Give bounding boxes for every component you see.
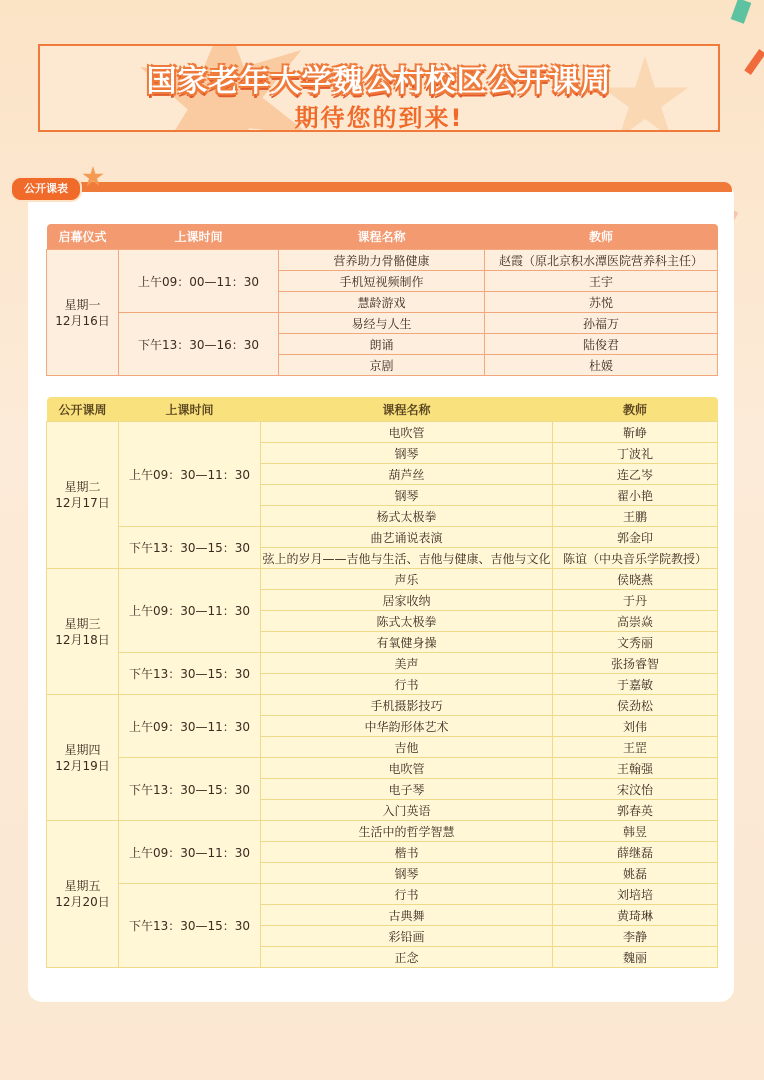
course-cell: 钢琴 — [261, 443, 553, 464]
table-row — [47, 422, 718, 443]
teacher-cell: 杜媛 — [485, 355, 718, 376]
course-cell: 吉他 — [261, 737, 553, 758]
course-cell: 手机摄影技巧 — [261, 695, 553, 716]
teacher-cell: 于嘉敏 — [553, 674, 718, 695]
course-cell: 行书 — [261, 674, 553, 695]
teacher-cell: 孙福万 — [485, 313, 718, 334]
table-row — [47, 569, 718, 590]
teacher-cell: 薛继磊 — [553, 842, 718, 863]
time-cell: 下午13：30—16：30 — [119, 313, 279, 376]
course-cell: 有氧健身操 — [261, 632, 553, 653]
day-cell — [47, 569, 119, 695]
course-cell: 入门英语 — [261, 800, 553, 821]
date-label: 12月20日 — [55, 895, 110, 909]
course-cell: 易经与人生 — [279, 313, 485, 334]
day-cell — [47, 422, 119, 569]
column-header: 上课时间 — [119, 397, 261, 422]
day-label: 星期四 — [64, 742, 101, 757]
course-cell: 美声 — [261, 653, 553, 674]
course-cell: 慧龄游戏 — [279, 292, 485, 313]
header-banner — [38, 44, 720, 132]
time-cell: 下午13：30—15：30 — [119, 653, 261, 695]
course-cell: 京剧 — [279, 355, 485, 376]
table-row — [47, 527, 718, 548]
confetti-decoration — [731, 0, 752, 24]
column-header: 课程名称 — [261, 397, 553, 422]
day-label: 星期二 — [64, 480, 101, 494]
teacher-cell: 陈谊（中央音乐学院教授） — [553, 548, 718, 569]
page-title: 国家老年大学魏公村校区公开课周 — [146, 64, 612, 99]
table-row — [47, 250, 718, 271]
day-cell — [47, 821, 119, 968]
table-row — [47, 653, 718, 674]
course-cell: 古典舞 — [261, 905, 553, 926]
teacher-cell: 侯劲松 — [553, 695, 718, 716]
course-cell: 正念 — [261, 947, 553, 968]
table-header-row — [47, 397, 718, 422]
table-row — [47, 884, 718, 905]
column-header: 教师 — [553, 397, 718, 422]
teacher-cell: 翟小艳 — [553, 485, 718, 506]
course-cell: 生活中的哲学智慧 — [261, 821, 553, 842]
teacher-cell: 李静 — [553, 926, 718, 947]
course-cell: 陈式太极拳 — [261, 611, 553, 632]
column-header: 课程名称 — [279, 224, 485, 250]
teacher-cell: 陆俊君 — [485, 334, 718, 355]
teacher-cell: 王翰强 — [553, 758, 718, 779]
teacher-cell: 文秀丽 — [553, 632, 718, 653]
teacher-cell: 王鹏 — [553, 506, 718, 527]
time-cell: 下午13：30—15：30 — [119, 884, 261, 968]
day-cell — [47, 250, 119, 376]
teacher-cell: 靳峥 — [553, 422, 718, 443]
teacher-cell: 刘伟 — [553, 716, 718, 737]
teacher-cell: 刘培培 — [553, 884, 718, 905]
teacher-cell: 丁波礼 — [553, 443, 718, 464]
teacher-cell: 赵霞（原北京积水潭医院营养科主任） — [485, 250, 718, 271]
teacher-cell: 王宇 — [485, 271, 718, 292]
course-cell: 行书 — [261, 884, 553, 905]
day-label: 星期一 — [64, 297, 101, 312]
time-cell: 上午09：30—11：30 — [119, 821, 261, 884]
course-cell: 曲艺诵说表演 — [261, 527, 553, 548]
course-cell: 手机短视频制作 — [279, 271, 485, 292]
column-header: 教师 — [485, 224, 718, 250]
teacher-cell: 连乙岑 — [553, 464, 718, 485]
course-cell: 葫芦丝 — [261, 464, 553, 485]
teacher-cell: 宋汶怡 — [553, 779, 718, 800]
column-header: 启幕仪式 — [47, 224, 119, 250]
teacher-cell: 魏丽 — [553, 947, 718, 968]
teacher-cell: 侯晓燕 — [553, 569, 718, 590]
teacher-cell: 于丹 — [553, 590, 718, 611]
teacher-cell: 郭金印 — [553, 527, 718, 548]
date-label: 12月17日 — [55, 496, 110, 510]
course-cell: 楷书 — [261, 842, 553, 863]
time-cell: 上午09：30—11：30 — [119, 569, 261, 653]
teacher-cell: 苏悦 — [485, 292, 718, 313]
teacher-cell: 韩昱 — [553, 821, 718, 842]
course-cell: 电子琴 — [261, 779, 553, 800]
teacher-cell: 张扬睿智 — [553, 653, 718, 674]
course-cell: 营养助力骨骼健康 — [279, 250, 485, 271]
course-cell: 朗诵 — [279, 334, 485, 355]
time-cell: 上午09：30—11：30 — [119, 422, 261, 527]
open-class-week-table — [46, 397, 718, 968]
time-cell: 下午13：30—15：30 — [119, 758, 261, 821]
table-header-row — [47, 224, 718, 250]
date-label: 12月19日 — [55, 758, 110, 773]
table-row — [47, 313, 718, 334]
teacher-cell: 王罡 — [553, 737, 718, 758]
panel-top-bar — [20, 182, 732, 192]
teacher-cell: 高崇焱 — [553, 611, 718, 632]
confetti-decoration — [744, 49, 764, 75]
page-subtitle: 期待您的到来! — [294, 104, 464, 132]
day-label: 星期五 — [64, 879, 101, 893]
course-cell: 钢琴 — [261, 863, 553, 884]
teacher-cell: 郭春英 — [553, 800, 718, 821]
course-cell: 中华韵形体艺术 — [261, 716, 553, 737]
course-cell: 杨式太极拳 — [261, 506, 553, 527]
time-cell: 上午09：30—11：30 — [119, 695, 261, 758]
time-cell: 上午09：00—11：30 — [119, 250, 279, 313]
course-cell: 电吹管 — [261, 758, 553, 779]
date-label: 12月18日 — [55, 632, 110, 647]
day-cell — [47, 695, 119, 821]
column-header: 上课时间 — [119, 224, 279, 250]
course-cell: 居家收纳 — [261, 590, 553, 611]
column-header: 公开课周 — [47, 397, 119, 422]
table-row — [47, 758, 718, 779]
teacher-cell: 黄琦琳 — [553, 905, 718, 926]
time-cell: 下午13：30—15：30 — [119, 527, 261, 569]
course-cell: 电吹管 — [261, 422, 553, 443]
course-cell: 钢琴 — [261, 485, 553, 506]
course-cell: 弦上的岁月——吉他与生活、吉他与健康、吉他与文化 — [261, 548, 553, 569]
course-cell: 彩铅画 — [261, 926, 553, 947]
day-label: 星期三 — [64, 616, 101, 631]
date-label: 12月16日 — [55, 313, 110, 328]
opening-ceremony-table — [46, 224, 718, 376]
table-row — [47, 821, 718, 842]
panel-tab-label: 公开课表 — [10, 176, 82, 202]
course-cell: 声乐 — [261, 569, 553, 590]
teacher-cell: 姚磊 — [553, 863, 718, 884]
table-row — [47, 695, 718, 716]
